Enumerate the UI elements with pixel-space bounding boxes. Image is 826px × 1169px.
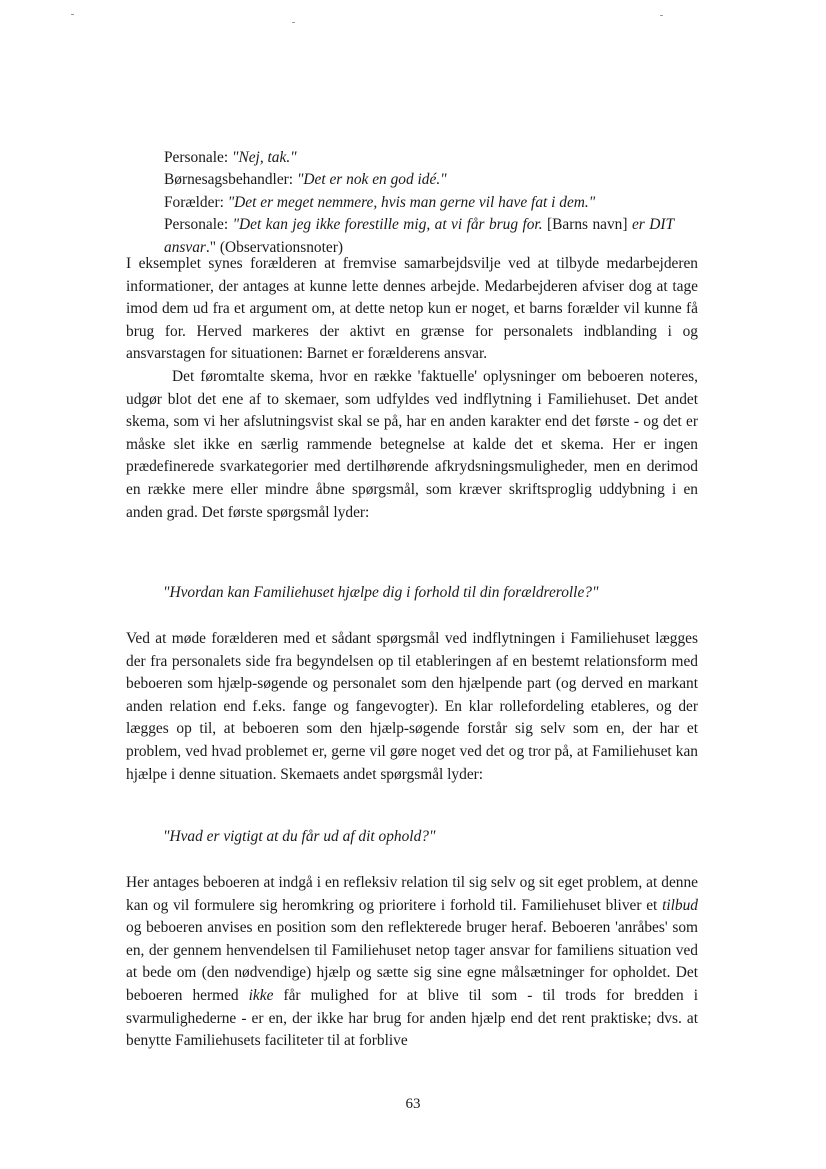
source-note: ." (Observationsnoter) (205, 238, 343, 256)
quote: DIT ansvar (164, 216, 675, 256)
quote: "Nej, tak." (231, 149, 297, 166)
scan-speck (71, 14, 74, 15)
body-paragraphs-3 (126, 872, 698, 1053)
paragraph: Det føromtalte skema, hvor en række 'faktuelle' oplysninger om beboeren noteres, udgør blot det ene af to skemaer, som udfyldes ved indflytning i Familiehuset. Det andet skema, som vi her afslutningsvist skal se på, har en anden karakter end det første - og det er måske slet ikke en særlig rammende betegnelse at kalde det et skema. Her er ingen prædefinerede svarkategorier med dertilhørende afkrydsningsmuligheder, men en derimod en række mere eller mindre åbne spørgsmål, som kræver skriftsproglig uddybning i en anden grad. Det første spørgsmål lyder: (126, 367, 698, 521)
speaker: Børnesagsbehandler: (164, 171, 294, 189)
body-paragraphs-1 (126, 253, 698, 524)
dialogue-line (164, 147, 674, 169)
paragraph: I eksemplet synes forælderen at fremvise samarbejdsvilje ved at tilbyde medarbejderen informationer, der antages at kunne lette dennes arbejde. Medarbejderen afviser dog at tage imod dem ud fra et argument om, at dette netop kun er noget, et barns forælder vil kunne få brug for. Herved markeres der aktivt en grænse for personalets indblanding i og ansvarstagen for situationen: Barnet er forælderens ansvar. (126, 255, 698, 363)
paragraph: Her antages beboeren at indgå i en refleksiv relation til sig selv og sit eget problem, at denne kan og vil formulere sig heromkring og prioritere i forhold til. Familiehuset bliver et tilbud og beboeren anvises en position som den reflekterede bruger heraf. Beboeren 'anråbes' som en, der gennem henvendelsen til Familiehuset netop tager ansvar for familiens situation ved at bede om (den nødvendige) hjælp og sætte sig sine egne målsætninger for opholdet. Det beboeren hermed ikke får mulighed for at blive til som - til trods for bredden i svarmulighederne - er en, der ikke har brug for anden hjælp end det rent praktiske; dvs. at benytte Familiehusets faciliteter til at forblive (126, 874, 698, 1050)
bracket-note: [Barns navn] (547, 216, 628, 234)
speaker: Forælder: (164, 193, 224, 211)
speaker: Personale: (164, 149, 229, 166)
schema-question-2: "Hvad er vigtigt at du får ud af dit ophold?" (163, 828, 436, 845)
page-number: 63 (405, 1096, 421, 1112)
scan-speck (292, 22, 295, 23)
quote: "Det er meget nemmere, hvis man gerne vil have fat i dem." (227, 193, 596, 211)
paragraph: Ved at møde forælderen med et sådant spørgsmål ved indflytningen i Familiehuset lægges der fra personalets side fra begyndelsen op til etableringen af en bestemt relationsform med beboeren som hjælp-søgende og personalet som den hjælpende part (og derved en markant anden relation end f.eks. fange og fangevogter). En klar rollefordeling etableres, og der lægges op til, at beboeren som den hjælp-søgende forstår sig selv som en, der har et problem, ved hvad problemet er, gerne vil gøre noget ved det og tror på, at Familiehuset kan hjælpe i denne situation. Skemaets andet spørgsmål lyder: (126, 630, 698, 783)
dialogue-line (164, 192, 674, 214)
dialogue-line (164, 169, 674, 191)
quote: "Det er nok en god idé." (296, 171, 447, 189)
scan-speck (660, 15, 663, 16)
quote: er (631, 216, 645, 234)
body-paragraphs-2 (126, 628, 698, 786)
schema-question-1: "Hvordan kan Familiehuset hjælpe dig i forhold til din forældrerolle?" (163, 584, 599, 601)
observation-dialogue (164, 147, 674, 259)
quote: "Det kan jeg ikke forestille mig, at vi får brug for. (232, 216, 543, 234)
speaker: Personale: (164, 216, 229, 234)
